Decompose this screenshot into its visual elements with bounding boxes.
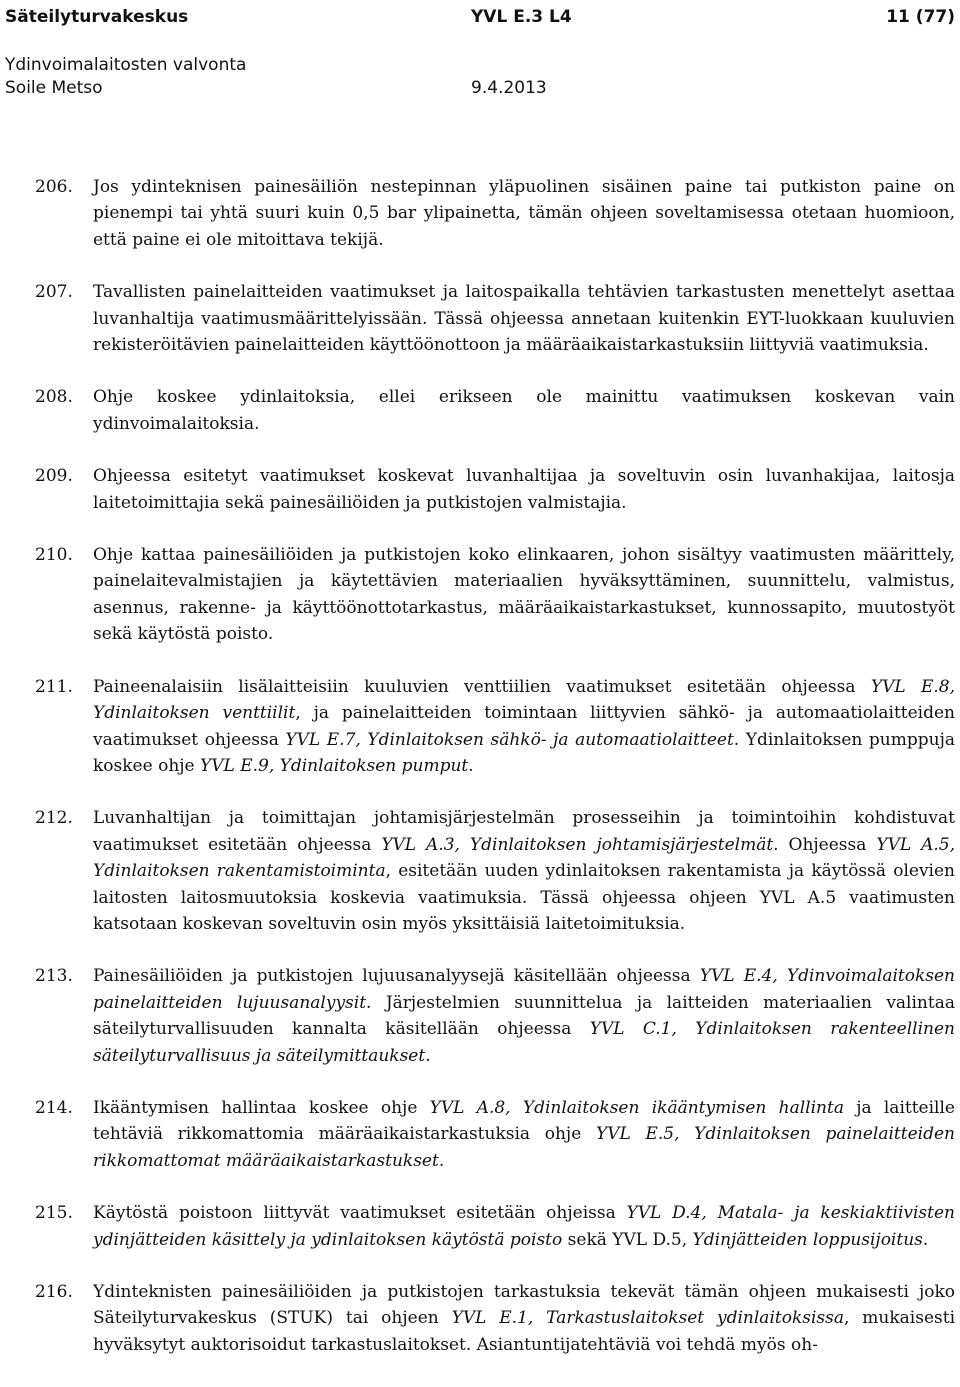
- paragraph: [35, 963, 955, 1069]
- paragraph-text: [93, 1200, 955, 1253]
- paragraph-segment: , ja painelaitteiden toimintaan liittyvien sähkö- ja automaatiolaitteiden vaatimukset ohjeessa: [93, 703, 955, 750]
- paragraph-segment: Tavallisten painelaitteiden vaatimukset ja laitospaikalla tehtävien tarkastusten menettelyt asettaa luvanhaltija vaatimusmäärittelyissään. Tässä ohjeessa annetaan kuitenkin EYT-luokkaan kuuluvien rekisteröitävien painelaitteiden käyttöönottoon ja määräaikaistarkastuksiin liittyviä vaatimuksia.: [93, 282, 955, 356]
- paragraph-segment: . Ydinlaitoksen pumppuja koskee ohje: [93, 729, 955, 776]
- document-body: [35, 174, 955, 1384]
- paragraph-italic-segment: YVL E.4, Ydinvoimalaitoksen painelaitteiden lujuusanalyysit: [93, 966, 955, 1013]
- paragraph: [35, 1200, 955, 1253]
- paragraph-italic-segment: YVL E.7, Ydinlaitoksen sähkö- ja automaatiolaitteet: [285, 729, 734, 750]
- paragraph-segment: .: [922, 1229, 929, 1250]
- paragraph-number: 210.: [35, 545, 73, 566]
- paragraph: [35, 279, 955, 358]
- paragraph-segment: Ydinteknisten painesäiliöiden ja putkistojen tarkastuksia tekevät tämän ohjeen mukaisesti joko Säteilyturvakeskus (STUK) tai ohjeen: [93, 1282, 955, 1329]
- paragraph-number: 216.: [35, 1282, 73, 1302]
- paragraph-segment: Painesäiliöiden ja putkistojen lujuusanalyysejä käsitellään ohjeessa: [93, 966, 700, 987]
- paragraph-text: [93, 1279, 955, 1358]
- paragraph-segment: Paineenalaisiin lisälaitteisiin kuuluvien venttiilien vaatimukset esitetään ohjeessa: [93, 676, 871, 697]
- paragraph-text: [93, 805, 955, 937]
- paragraph: [35, 384, 955, 437]
- paragraph-text: [93, 1095, 955, 1174]
- paragraph-italic-segment: YVL A.8, Ydinlaitoksen ikääntymisen hallinta: [429, 1097, 844, 1118]
- paragraph-italic-segment: YVL D.4, Matala- ja keskiaktiivisten ydinjätteiden käsittely ja ydinlaitoksen käytöstä poisto: [93, 1203, 955, 1250]
- header-date: 9.4.2013: [471, 78, 547, 98]
- paragraph-text: [93, 674, 955, 780]
- paragraph-segment: Ohje koskee ydinlaitoksia, ellei erikseen ole mainittu vaatimuksen koskevan vain ydinvoimalaitoksia.: [93, 387, 955, 434]
- paragraph-segment: Jos ydinteknisen painesäiliön nestepinnan yläpuolinen sisäinen paine tai putkiston paine on pienempi tai yhtä suuri kuin 0,5 bar ylipainetta, tämän ohjeen soveltamisessa otetaan huomioon, että paine ei ole mitoittava tekijä.: [93, 177, 955, 250]
- paragraph-text: [93, 279, 955, 358]
- paragraph-segment: , mukaisesti hyväksytyt auktorisoidut tarkastuslaitokset. Asiantuntijatehtäviä voi tehdä myös oh-: [93, 1308, 956, 1355]
- paragraph-segment: .: [425, 1045, 431, 1066]
- paragraph-text: [93, 463, 955, 516]
- paragraph-segment: , esitetään uuden ydinlaitoksen rakentamista ja käytössä olevien laitosten laitosmuutoksia koskevia vaatimuksia. Tässä ohjeessa ohjeen YVL A.5 vaatimusten katsotaan koskevan soveltuvin osin myös yksittäisiä laitetoimituksia.: [93, 861, 955, 934]
- header-doc-code: YVL E.3 L4: [471, 7, 572, 27]
- paragraph-number: 208.: [35, 387, 73, 408]
- paragraph: [35, 542, 955, 648]
- paragraph-italic-segment: YVL A.5, Ydinlaitoksen rakentamistoiminta: [93, 834, 955, 882]
- paragraph-number: 211.: [35, 676, 73, 697]
- paragraph-number: 213.: [35, 966, 73, 987]
- paragraph-segment: Ohjeessa esitetyt vaatimukset koskevat luvanhaltijaa ja soveltuvin osin luvanhakijaa, laitosja laitetoimittajia sekä painesäiliöiden ja putkistojen valmistajia.: [93, 466, 955, 513]
- paragraph: [35, 1095, 955, 1174]
- paragraph-segment: .: [438, 1150, 445, 1171]
- paragraph-segment: . Ohjeessa: [773, 834, 877, 855]
- paragraph-italic-segment: Ydinjätteiden loppusijoitus: [692, 1229, 923, 1250]
- header-author: Soile Metso: [5, 78, 103, 98]
- paragraph-segment: ja laitteille tehtäviä rikkomattomia määräaikaistarkastuksia ohje: [93, 1097, 955, 1145]
- paragraph-text: [93, 174, 955, 253]
- paragraph-italic-segment: YVL C.1, Ydinlaitoksen rakenteellinen säteilyturvallisuus ja säteilymittaukset: [93, 1019, 956, 1066]
- paragraph-text: [93, 963, 955, 1069]
- paragraph-text: [93, 384, 955, 437]
- paragraph: [35, 674, 955, 780]
- paragraph-number: 215.: [35, 1203, 73, 1224]
- paragraph-italic-segment: YVL A.3, Ydinlaitoksen johtamisjärjestelmät: [381, 834, 774, 855]
- paragraph-segment: Ohje kattaa painesäiliöiden ja putkistojen koko elinkaaren, johon sisältyy vaatimusten määrittely, painelaitevalmistajien ja käytettävien materiaalien hyväksyttäminen, suunnittelu, valmistus, asennus, rakenne- ja käyttöönottotarkastus, määräaikaistarkastukset, kunnossapito, muutostyöt sekä käytöstä poisto.: [93, 545, 955, 645]
- paragraph-text: [93, 542, 955, 648]
- paragraph-italic-segment: YVL E.9, Ydinlaitoksen pumput: [200, 755, 469, 776]
- header-row-1: [5, 4, 955, 31]
- paragraph-italic-segment: YVL E.1, Tarkastuslaitokset ydinlaitoksissa: [451, 1308, 844, 1329]
- header-row-3: [5, 75, 955, 102]
- paragraph-number: 207.: [35, 282, 73, 303]
- paragraph: [35, 463, 955, 516]
- paragraph-number: 209.: [35, 466, 73, 487]
- paragraph-segment: Käytöstä poistoon liittyvät vaatimukset esitetään ohjeissa: [93, 1203, 627, 1224]
- paragraph-segment: .: [468, 755, 474, 776]
- paragraph-segment: Luvanhaltijan ja toimittajan johtamisjärjestelmän prosesseihin ja toimintoihin kohdistuvat vaatimukset esitetään ohjeessa: [93, 808, 955, 855]
- paragraph-segment: . Järjestelmien suunnittelua ja laitteiden materiaalien valintaa säteilyturvallisuuden kannalta käsitellään ohjeessa: [93, 992, 955, 1040]
- paragraph-number: 212.: [35, 808, 73, 829]
- paragraph-number: 206.: [35, 177, 73, 197]
- paragraph: [35, 174, 955, 253]
- paragraph: [35, 1279, 955, 1358]
- paragraph-segment: Ikääntymisen hallintaa koskee ohje: [93, 1097, 430, 1118]
- page-header: [5, 0, 955, 98]
- paragraph-number: 214.: [35, 1097, 73, 1118]
- paragraph-segment: sekä YVL D.5,: [562, 1229, 693, 1250]
- paragraph-italic-segment: YVL E.5, Ydinlaitoksen painelaitteiden rikkomattomat määräaikaistarkastukset: [93, 1124, 955, 1171]
- header-org: Säteilyturvakeskus: [5, 7, 189, 27]
- header-department: Ydinvoimalaitosten valvonta: [5, 55, 247, 75]
- paragraph-italic-segment: YVL E.8, Ydinlaitoksen venttiilit: [93, 676, 955, 724]
- header-page-number: 11 (77): [886, 7, 955, 27]
- paragraph: [35, 805, 955, 937]
